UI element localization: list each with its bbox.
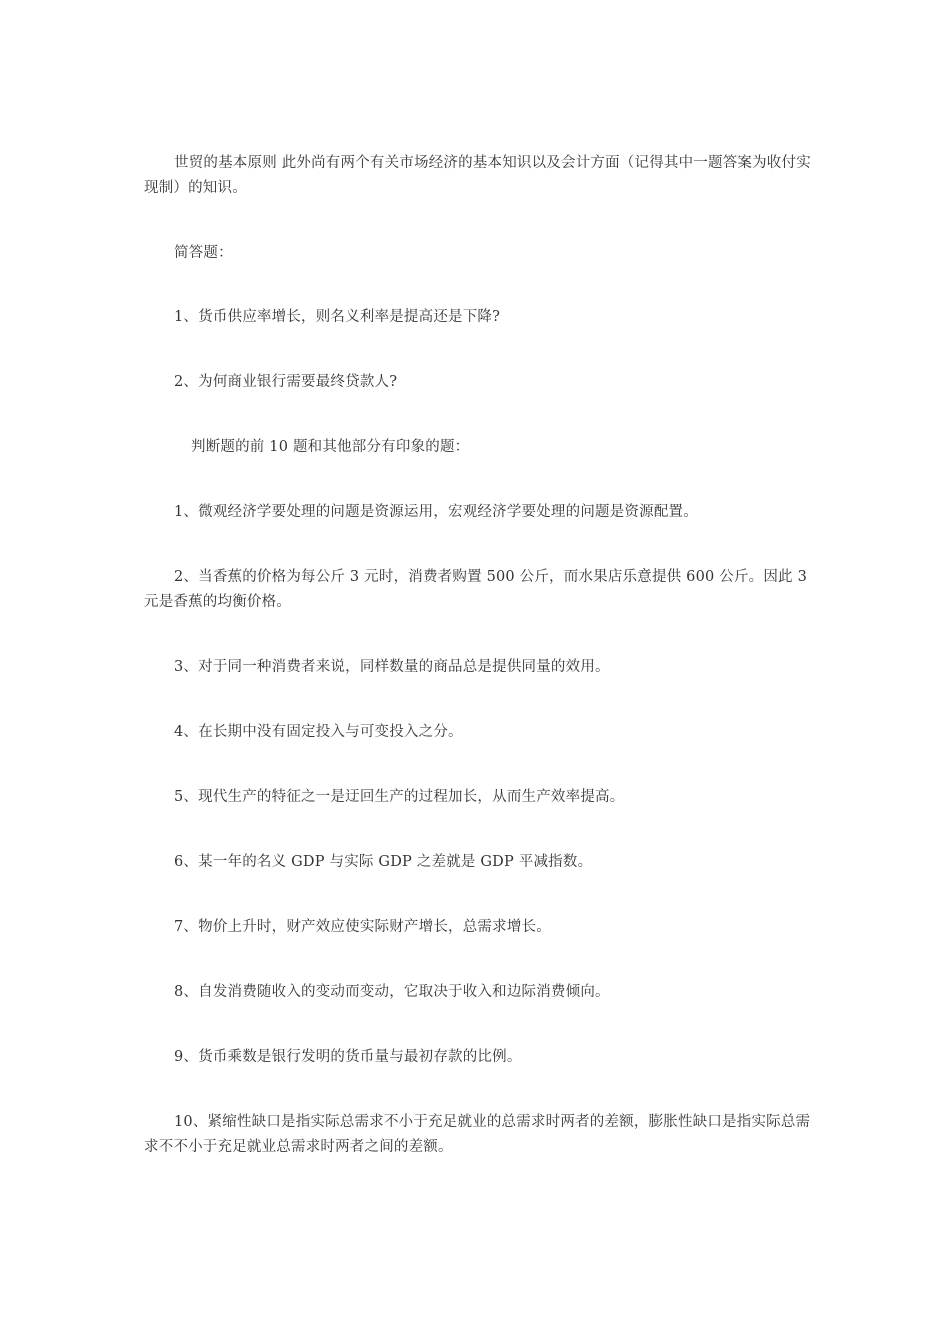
true-false-item-4: 4、在长期中没有固定投入与可变投入之分。 xyxy=(174,724,463,740)
short-answer-question-1: 1、货币供应率增长，则名义利率是提高还是下降? xyxy=(174,309,501,325)
true-false-item-1: 1、微观经济学要处理的问题是资源运用，宏观经济学要处理的问题是资源配置。 xyxy=(174,504,698,520)
true-false-item-6: 6、某一年的名义 GDP 与实际 GDP 之差就是 GDP 平减指数。 xyxy=(174,854,593,870)
short-answer-heading: 简答题： xyxy=(174,245,233,261)
true-false-item-8: 8、自发消费随收入的变动而变动，它取决于收入和边际消费倾向。 xyxy=(174,984,610,1000)
short-answer-question-2: 2、为何商业银行需要最终贷款人? xyxy=(174,374,398,390)
true-false-item-5: 5、现代生产的特征之一是迂回生产的过程加长，从而生产效率提高。 xyxy=(174,789,625,805)
true-false-item-3: 3、对于同一种消费者来说，同样数量的商品总是提供同量的效用。 xyxy=(174,659,610,675)
true-false-heading: 判断题的前 10 题和其他部分有印象的题： xyxy=(191,439,470,455)
true-false-item-10: 10、紧缩性缺口是指实际总需求不小于充足就业的总需求时两者的差额，膨胀性缺口是指实际总需求不不小于充足就业总需求时两者之间的差额。 xyxy=(144,1114,811,1155)
true-false-item-7: 7、物价上升时，财产效应使实际财产增长，总需求增长。 xyxy=(174,919,551,935)
true-false-item-9: 9、货币乘数是银行发明的货币量与最初存款的比例。 xyxy=(174,1049,522,1065)
intro-paragraph: 世贸的基本原则 此外尚有两个有关市场经济的基本知识以及会计方面（记得其中一题答案为收付实现制）的知识。 xyxy=(144,155,811,196)
true-false-item-2: 2、当香蕉的价格为每公斤 3 元时，消费者购置 500 公斤，而水果店乐意提供 600 公斤。因此 3 元是香蕉的均衡价格。 xyxy=(144,569,807,610)
